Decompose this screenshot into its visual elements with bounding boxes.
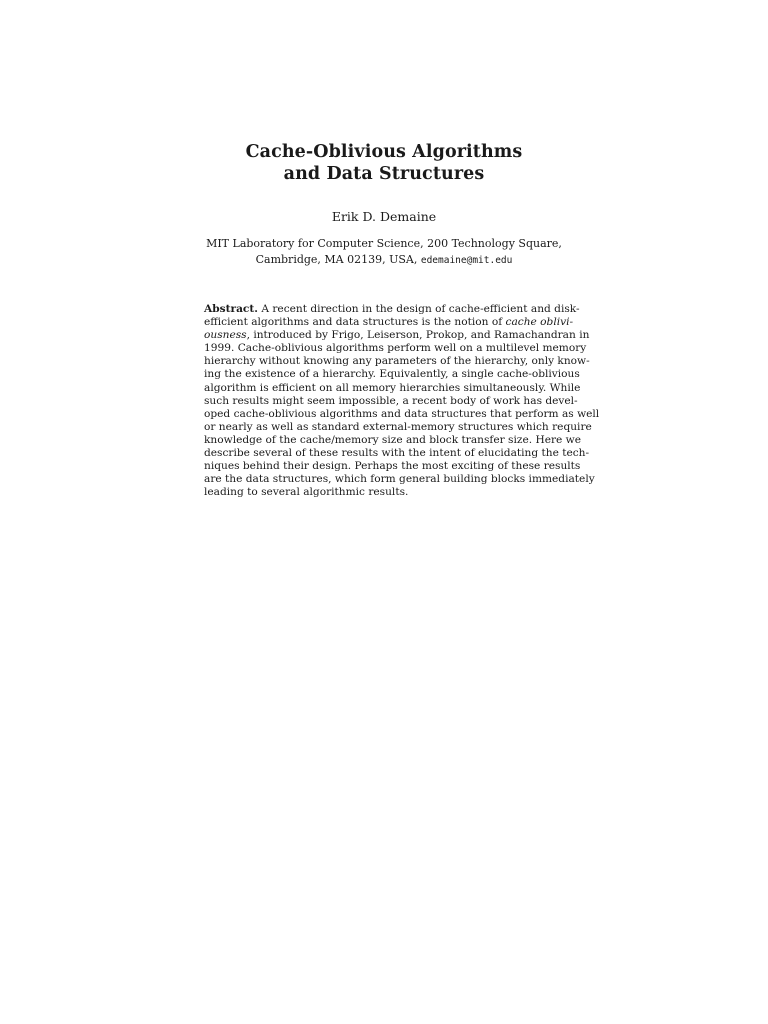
abstract-text: efficient algorithms and data structures is the notion of [204, 316, 503, 329]
abstract-emphasis: ousness [204, 329, 247, 342]
abstract-line: describe several of these results with the intent of elucidating the tech- [204, 447, 590, 460]
abstract-line: knowledge of the cache/memory size and block transfer size. Here we [204, 433, 581, 446]
abstract-line [204, 303, 580, 316]
abstract-line: niques behind their design. Perhaps the most exciting of these results [204, 460, 581, 473]
abstract-line: are the data structures, which form general building blocks immediately [204, 473, 595, 486]
abstract-text: , introduced by Frigo, Leiserson, Prokop, and Ramachandran in [246, 329, 590, 342]
affiliation-line-1: MIT Laboratory for Computer Science, 200 Technology Square, [206, 237, 562, 250]
abstract-line: or nearly as well as standard external-memory structures which require [204, 420, 592, 433]
abstract-label: Abstract. [204, 303, 258, 315]
abstract-line: oped cache-oblivious algorithms and data structures that perform as well [204, 407, 600, 420]
abstract-line: hierarchy without knowing any parameters of the hierarchy, only know- [204, 355, 590, 368]
author-name: Erik D. Demaine [331, 209, 437, 224]
affiliation-address: Cambridge, MA 02139, USA, [255, 253, 418, 266]
abstract [204, 303, 600, 499]
abstract-line [204, 316, 574, 329]
author-affiliation [0, 236, 768, 269]
affiliation-line-2 [0, 252, 768, 269]
abstract-line: algorithm is efficient on all memory hierarchies simultaneously. While [204, 381, 581, 394]
title-line-2: and Data Structures [283, 164, 485, 184]
abstract-line: such results might seem impossible, a recent body of work has devel- [204, 394, 578, 407]
abstract-line [204, 329, 590, 342]
abstract-text: A recent direction in the design of cache-efficient and disk- [261, 303, 580, 315]
title-line-1: Cache-Oblivious Algorithms [245, 142, 523, 162]
abstract-line: 1999. Cache-oblivious algorithms perform well on a multilevel memory [204, 342, 587, 355]
paper-title [0, 141, 768, 185]
abstract-line: leading to several algorithmic results. [204, 486, 409, 499]
author-email: edemaine@mit.edu [420, 255, 513, 266]
abstract-line: ing the existence of a hierarchy. Equivalently, a single cache-oblivious [204, 368, 580, 381]
abstract-emphasis: cache oblivi- [505, 316, 574, 329]
